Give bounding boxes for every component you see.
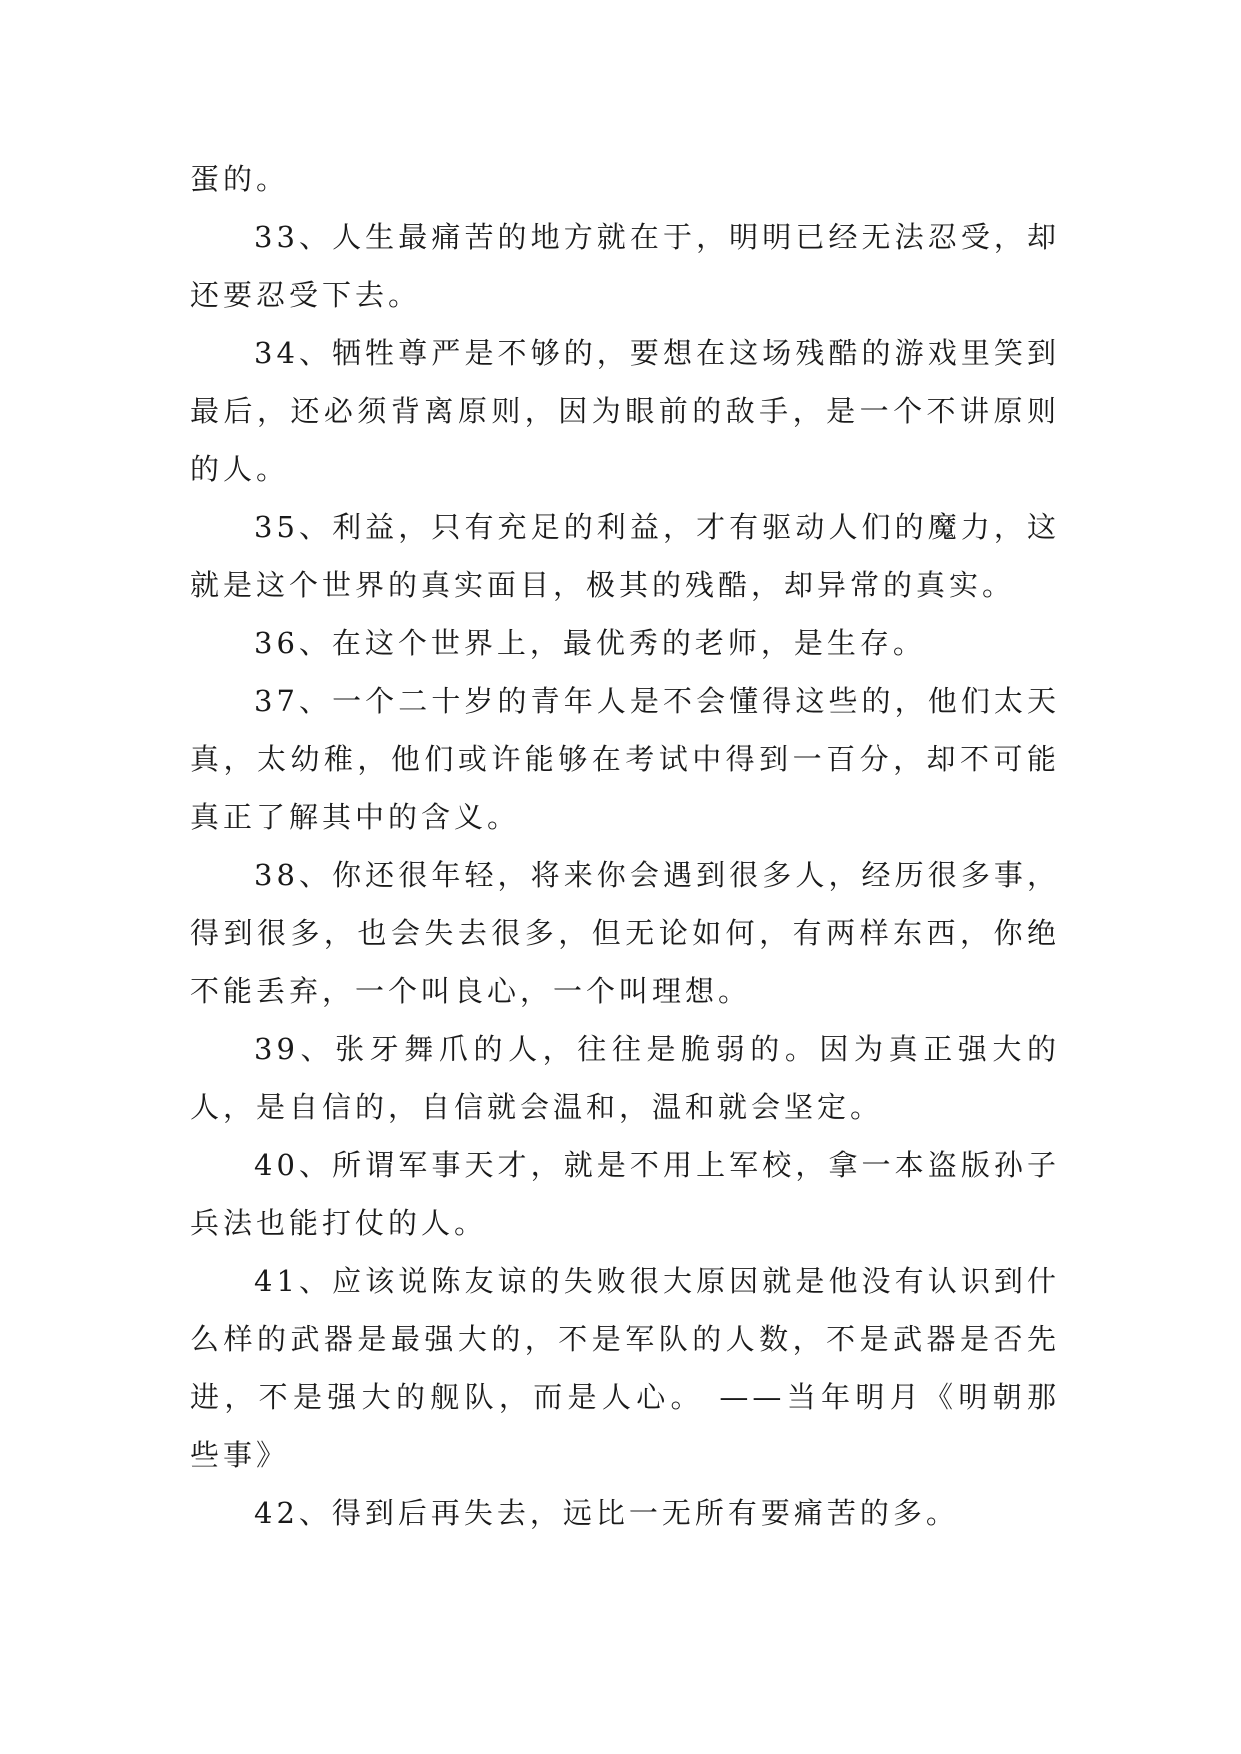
- paragraph-41: 41、应该说陈友谅的失败很大原因就是他没有认识到什么样的武器是最强大的，不是军队的人数，不是武器是否先进，不是强大的舰队，而是人心。 ——当年明月《明朝那些事》: [190, 1264, 1060, 1472]
- paragraph-37: 37、一个二十岁的青年人是不会懂得这些的，他们太天真，太幼稚，他们或许能够在考试中得到一百分，却不可能真正了解其中的含义。: [190, 684, 1060, 834]
- paragraph-continuation: 蛋的。: [190, 162, 290, 196]
- paragraph-35: 35、利益，只有充足的利益，才有驱动人们的魔力，这就是这个世界的真实面目，极其的残酷，却异常的真实。: [190, 510, 1060, 602]
- paragraph-36: 36、在这个世界上，最优秀的老师，是生存。: [254, 626, 926, 660]
- paragraph-40: 40、所谓军事天才，就是不用上军校，拿一本盗版孙子兵法也能打仗的人。: [190, 1148, 1060, 1240]
- paragraph-33: 33、人生最痛苦的地方就在于，明明已经无法忍受，却还要忍受下去。: [190, 220, 1060, 312]
- paragraph-39: 39、张牙舞爪的人，往往是脆弱的。因为真正强大的人，是自信的，自信就会温和，温和就会坚定。: [190, 1032, 1060, 1124]
- paragraph-34: 34、牺牲尊严是不够的，要想在这场残酷的游戏里笑到最后，还必须背离原则，因为眼前的敌手，是一个不讲原则的人。: [190, 336, 1060, 486]
- paragraph-38: 38、你还很年轻，将来你会遇到很多人，经历很多事，得到很多，也会失去很多，但无论如何，有两样东西，你绝不能丢弃，一个叫良心，一个叫理想。: [190, 858, 1060, 1008]
- paragraph-42: 42、得到后再失去，远比一无所有要痛苦的多。: [254, 1496, 959, 1530]
- document-body: [190, 150, 1060, 1542]
